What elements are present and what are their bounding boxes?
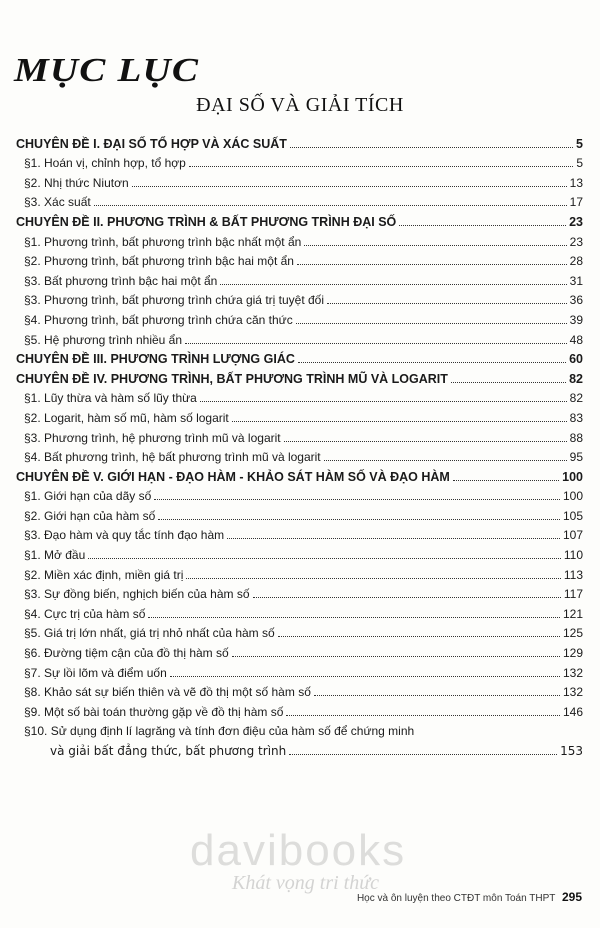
dot-leader (88, 557, 561, 559)
toc-entry-page: 113 (563, 567, 583, 582)
toc-entry-label: §8. Khảo sát sự biến thiên và vẽ đồ thị một số hàm số (24, 685, 311, 700)
toc-entry-page: 100 (562, 489, 583, 504)
toc-entry-label: §3. Đạo hàm và quy tắc tính đạo hàm (24, 528, 225, 543)
toc-entry-page: 82 (569, 391, 583, 406)
watermark-brand: davibooks (190, 826, 407, 875)
toc-section-row (16, 601, 583, 621)
toc-entry-page: 31 (569, 273, 583, 288)
toc-entry-label: §4. Bất phương trình, hệ bất phương trình mũ và logarit (24, 450, 321, 465)
toc-section-row (16, 562, 583, 582)
toc-section-row (16, 249, 583, 269)
toc-section-row (16, 699, 583, 719)
toc-entry-page: 28 (569, 254, 583, 269)
toc-section-row (16, 229, 583, 249)
toc-section-row (16, 680, 583, 700)
dot-leader (289, 753, 557, 755)
dot-leader (286, 714, 560, 716)
toc-section-row (16, 484, 583, 504)
toc-entry-label: CHUYÊN ĐỀ IV. PHƯƠNG TRÌNH, BẤT PHƯƠNG TRÌNH MŨ VÀ LOGARIT (16, 371, 448, 386)
toc-entry-page: 23 (569, 214, 583, 229)
toc-section-row (16, 405, 583, 425)
toc-chapter-row (16, 366, 583, 386)
toc-section-row (16, 523, 583, 543)
toc-entry-label: §4. Cực trị của hàm số (24, 606, 146, 621)
page-title: MỤC LỤC (14, 52, 200, 89)
toc-entry-label: §3. Sự đồng biến, nghịch biến của hàm số (24, 587, 250, 602)
toc-entry-page: 132 (562, 685, 583, 700)
dot-leader (324, 459, 567, 461)
toc-entry-label: §10. Sử dụng định lí lagrăng và tính đơn điệu của hàm số để chứng minh (24, 724, 415, 739)
dot-leader (278, 635, 560, 637)
dot-leader (158, 518, 560, 520)
toc-chapter-row (16, 131, 583, 151)
toc-section-row (16, 425, 583, 445)
dot-leader (232, 655, 560, 657)
toc-section-row (16, 738, 583, 758)
watermark-slogan: Khát vọng tri thức (232, 872, 380, 894)
toc-section-row (16, 719, 583, 739)
toc-entry-page: 48 (569, 332, 583, 347)
footer-text: Học và ôn luyện theo CTĐT môn Toán THPT (356, 893, 556, 904)
toc-entry-page: 60 (569, 352, 583, 367)
toc-entry-page: 95 (569, 450, 583, 465)
dot-leader (94, 204, 567, 206)
toc-entry-label: §9. Một số bài toán thường gặp về đồ thị hàm số (24, 704, 284, 719)
toc-entry-label: CHUYÊN ĐỀ V. GIỚI HẠN - ĐẠO HÀM - KHẢO SÁT HÀM SỐ VÀ ĐẠO HÀM (16, 469, 450, 484)
toc-section-row (16, 503, 583, 523)
toc-entry-label: §2. Phương trình, bất phương trình bậc hai một ẩn (24, 254, 294, 269)
dot-leader (170, 675, 560, 677)
toc-entry-label: §1. Lũy thừa và hàm số lũy thừa (24, 391, 197, 406)
toc-entry-label: CHUYÊN ĐỀ I. ĐẠI SỐ TỔ HỢP VÀ XÁC SUẤT (16, 136, 287, 151)
toc-entry-page: 129 (562, 646, 583, 661)
dot-leader (185, 342, 567, 344)
toc-entry-label: §1. Hoán vị, chỉnh hợp, tổ hợp (24, 156, 186, 171)
toc-entry-label: §1. Phương trình, bất phương trình bậc nhất một ẩn (24, 234, 302, 249)
toc-section-row (16, 170, 583, 190)
dot-leader (232, 420, 567, 422)
toc-section-row (16, 151, 583, 171)
toc-entry-page: 88 (569, 430, 583, 445)
toc-entry-label: §3. Xác suất (24, 195, 91, 210)
toc-entry-page: 117 (563, 587, 583, 602)
dot-leader (298, 361, 566, 363)
toc-section-row (16, 386, 583, 406)
toc-entry-page: 110 (563, 548, 583, 563)
toc-entry-page: 125 (562, 626, 583, 641)
dot-leader (327, 302, 567, 304)
dot-leader (296, 322, 567, 324)
toc-entry-label: §3. Phương trình, bất phương trình chứa giá trị tuyệt đối (24, 293, 325, 308)
toc-entry-page: 105 (562, 508, 583, 523)
toc-entry-label: §2. Nhị thức Niutơn (24, 175, 129, 190)
toc-entry-page: 23 (569, 234, 583, 249)
toc-section-row (16, 288, 583, 308)
dot-leader (154, 498, 560, 500)
dot-leader (297, 263, 567, 265)
toc-entry-page: 132 (562, 665, 583, 680)
toc-entry-label: §1. Giới hạn của dãy số (24, 489, 152, 504)
toc-section-row (16, 445, 583, 465)
toc-entry-page: 107 (562, 528, 583, 543)
toc-entry-label: §5. Giá trị lớn nhất, giá trị nhỏ nhất của hàm số (24, 626, 275, 641)
toc-entry-label: §2. Miền xác định, miền giá trị (24, 567, 184, 582)
dot-leader (284, 440, 567, 442)
toc-chapter-row (16, 464, 583, 484)
toc-section-row (16, 621, 583, 641)
toc-section-row (16, 582, 583, 602)
dot-leader (132, 185, 567, 187)
toc-entry-label: CHUYÊN ĐỀ III. PHƯƠNG TRÌNH LƯỢNG GIÁC (16, 352, 295, 367)
table-of-contents (16, 131, 583, 758)
toc-entry-page: 36 (569, 293, 583, 308)
toc-entry-page: 82 (569, 371, 583, 386)
page-footer (357, 890, 582, 904)
dot-leader (453, 479, 559, 481)
toc-entry-page: 146 (562, 704, 583, 719)
toc-section-row (16, 640, 583, 660)
toc-entry-label: §2. Logarit, hàm số mũ, hàm số logarit (24, 410, 229, 425)
dot-leader (290, 146, 573, 148)
dot-leader (314, 694, 560, 696)
dot-leader (189, 165, 573, 167)
toc-section-row (16, 327, 583, 347)
toc-entry-label: và giải bất đẳng thức, bất phương trình (50, 744, 287, 758)
toc-entry-page: 100 (562, 469, 583, 484)
section-subtitle: ĐẠI SỐ VÀ GIẢI TÍCH (196, 94, 404, 116)
toc-entry-page: 13 (569, 175, 583, 190)
toc-entry-page: 5 (576, 136, 583, 151)
dot-leader (200, 400, 567, 402)
dot-leader (220, 283, 566, 285)
page-number: 295 (561, 890, 582, 904)
toc-entry-page: 83 (569, 410, 583, 425)
toc-section-row (16, 660, 583, 680)
toc-entry-label: §6. Đường tiệm cận của đồ thị hàm số (24, 646, 229, 661)
toc-entry-label: §7. Sự lồi lõm và điểm uốn (24, 665, 167, 680)
toc-entry-label: §3. Phương trình, hệ phương trình mũ và logarit (24, 430, 281, 445)
toc-entry-label: §2. Giới hạn của hàm số (24, 508, 156, 523)
dot-leader (399, 224, 566, 226)
toc-section-row (16, 190, 583, 210)
toc-entry-label: §5. Hệ phương trình nhiều ẩn (24, 332, 183, 347)
toc-chapter-row (16, 347, 583, 367)
toc-section-row (16, 542, 583, 562)
toc-entry-label: §3. Bất phương trình bậc hai một ẩn (24, 273, 218, 288)
dot-leader (186, 577, 560, 579)
toc-entry-label: §1. Mở đầu (24, 548, 86, 563)
dot-leader (304, 244, 566, 246)
dot-leader (253, 596, 561, 598)
toc-chapter-row (16, 209, 583, 229)
dot-leader (148, 616, 560, 618)
dot-leader (451, 381, 566, 383)
toc-section-row (16, 268, 583, 288)
toc-section-row (16, 307, 583, 327)
toc-entry-page: 5 (576, 156, 583, 171)
toc-entry-page: 153 (560, 744, 583, 758)
dot-leader (227, 537, 560, 539)
toc-entry-page: 17 (569, 195, 583, 210)
toc-entry-page: 39 (569, 312, 583, 327)
toc-entry-label: §4. Phương trình, bất phương trình chứa căn thức (24, 312, 293, 327)
toc-entry-page: 121 (562, 606, 583, 621)
toc-entry-label: CHUYÊN ĐỀ II. PHƯƠNG TRÌNH & BẤT PHƯƠNG TRÌNH ĐẠI SỐ (16, 214, 397, 229)
